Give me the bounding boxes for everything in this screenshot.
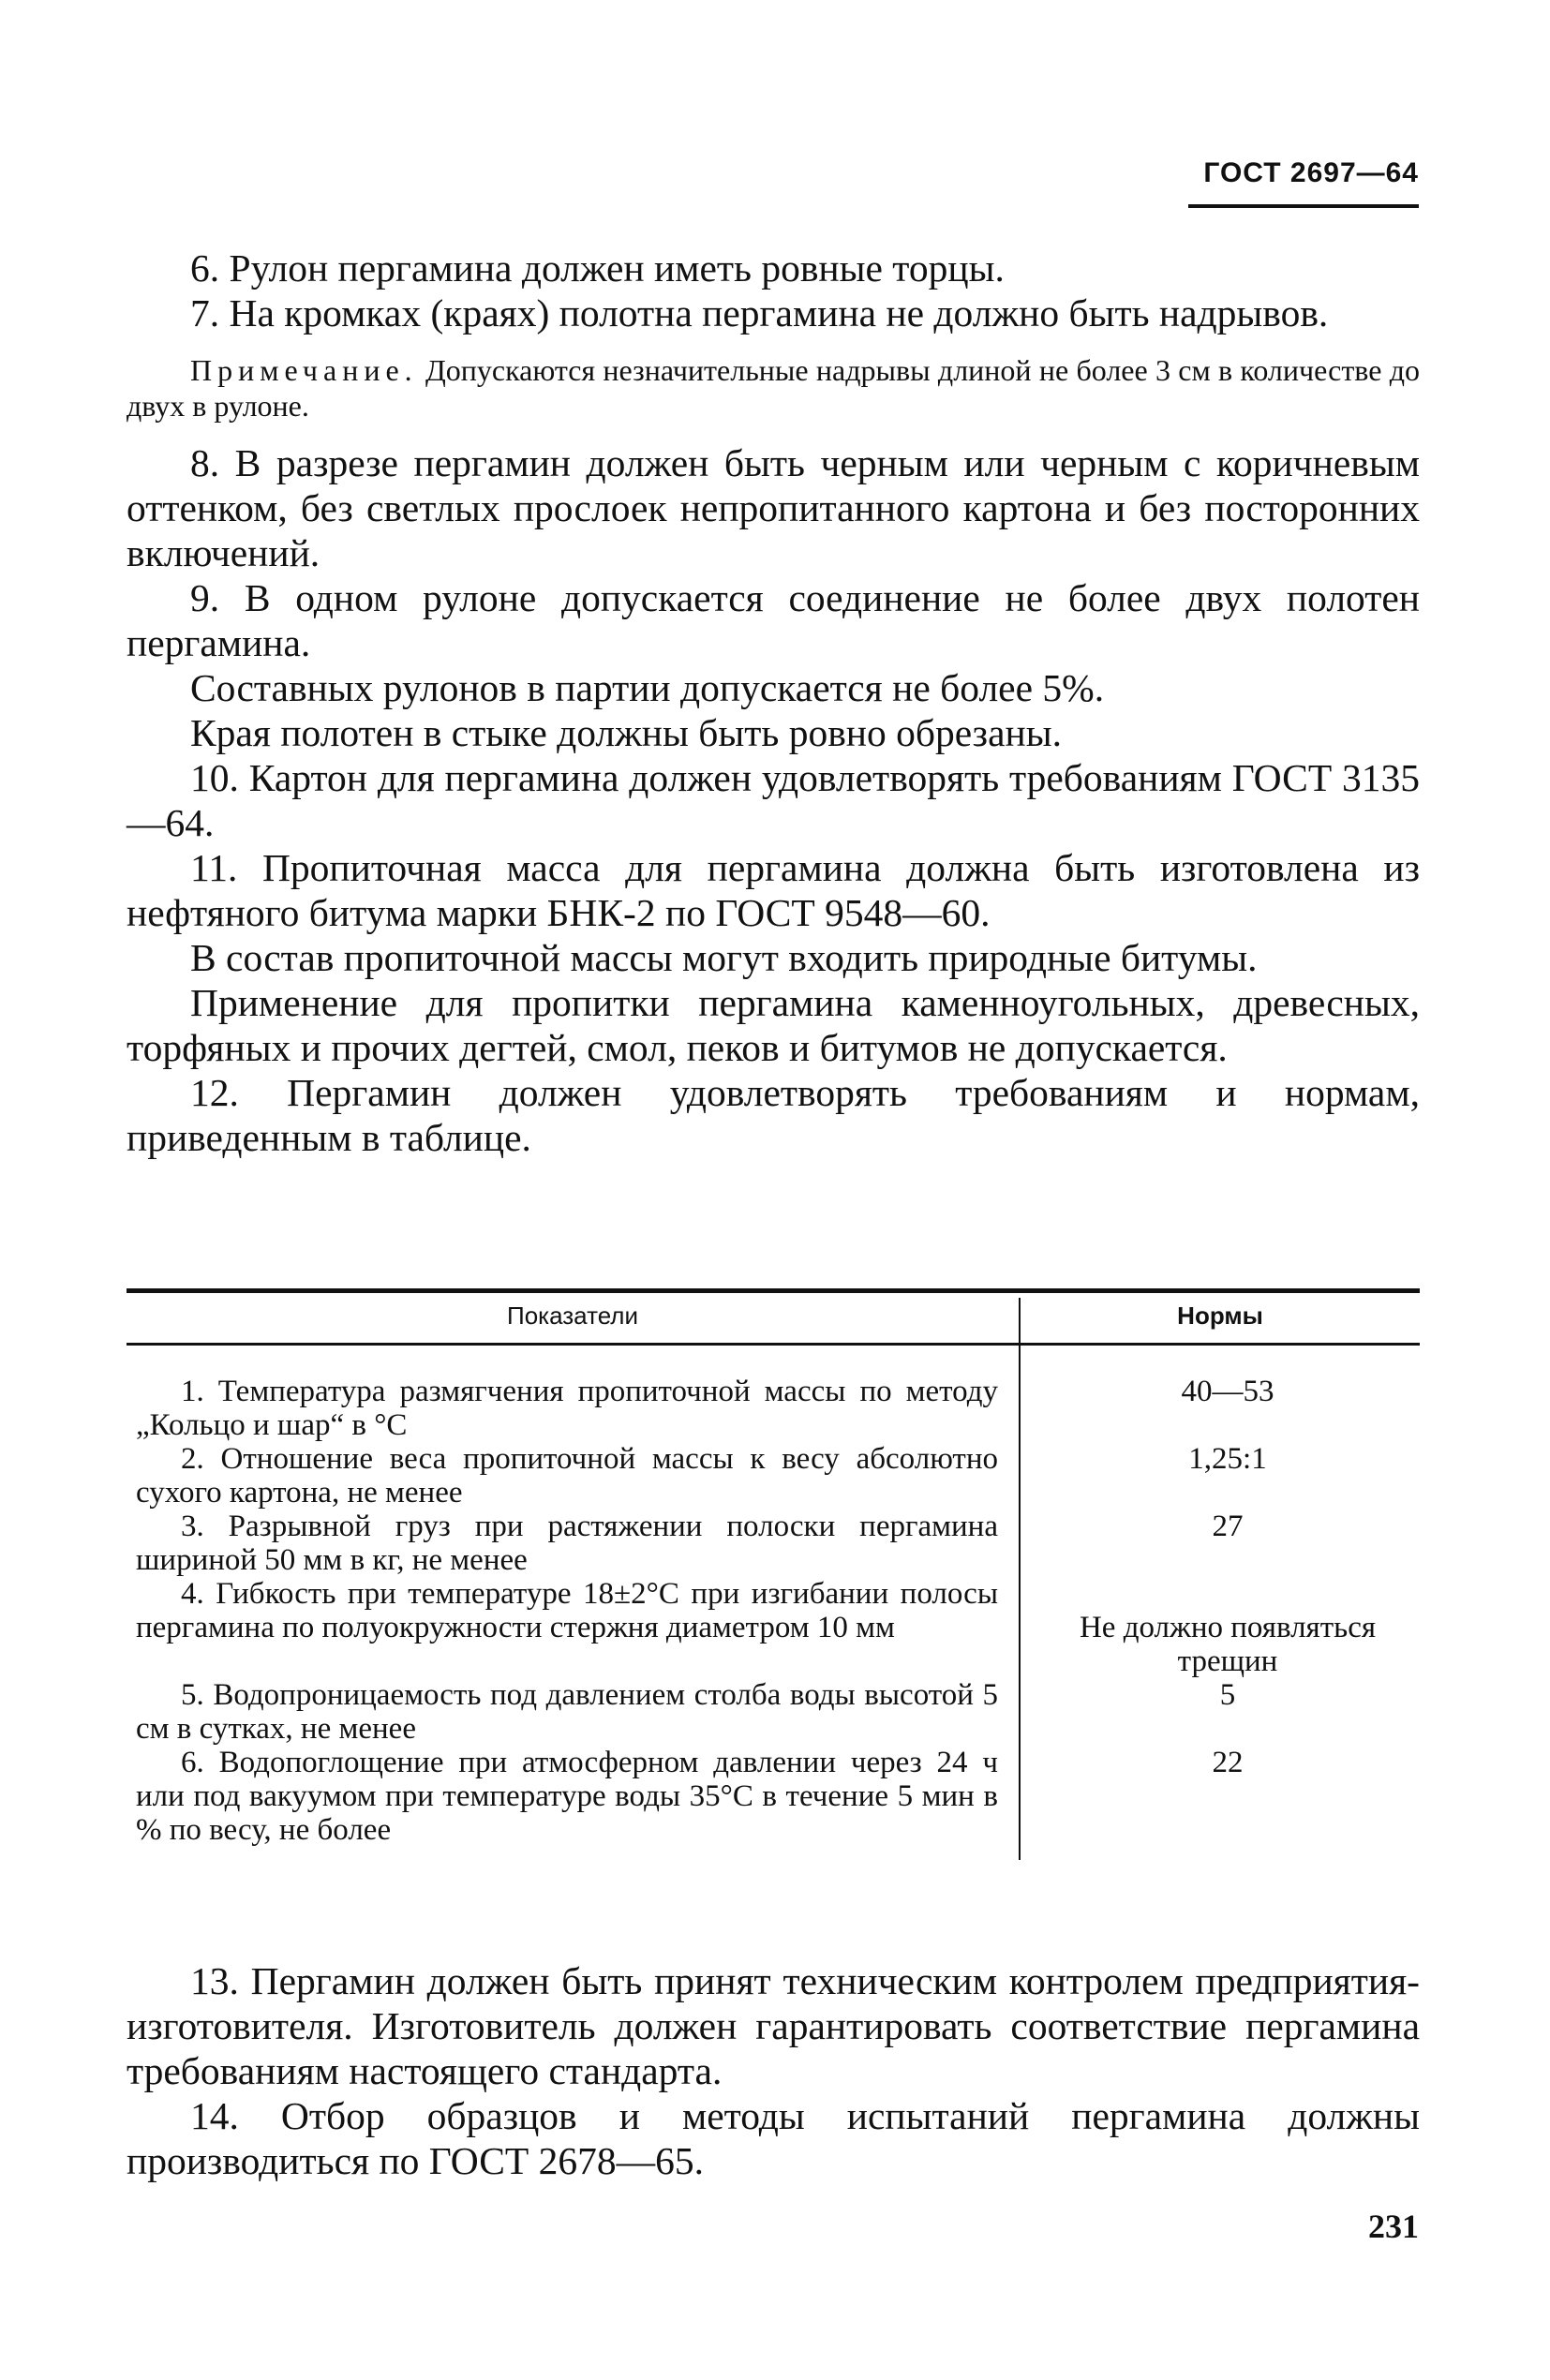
column-header-norms: Нормы <box>1177 1302 1263 1330</box>
paragraph-7: 7. На кромках (краях) полотна пергамина не должно быть надрывов. <box>190 291 1329 335</box>
note-text: Допускаются незначительные надрывы длиной не более 3 см в количестве до двух в рулоне. <box>127 353 1421 423</box>
column-header-indicators: Показатели <box>507 1302 638 1330</box>
paragraph-9c: Края полотен в стыке должны быть ровно обрезаны. <box>190 711 1062 754</box>
paragraph-11: 11. Пропиточная масса для пергамина должна быть изготовлена из нефтяного битума марки БНК-2 по ГОСТ 9548—60. <box>127 846 1420 934</box>
table-top-rule <box>127 1288 1420 1293</box>
row-norm: 22 <box>1212 1746 1244 1779</box>
paragraph-9b: Составных рулонов в партии допускается не более 5%. <box>190 666 1105 709</box>
row-indicator <box>136 1442 998 1510</box>
paragraph-8: 8. В разрезе пергамин должен быть черным или черным с коричневым оттенком, без светлых прослоек непропитанного картона и без посторонних включений. <box>127 441 1420 574</box>
header-rule <box>1188 204 1419 208</box>
row-indicator <box>136 1375 998 1442</box>
paragraph-14: 14. Отбор образцов и методы испытаний пергамина должны производиться по ГОСТ 2678—65. <box>127 2094 1420 2182</box>
row-indicator-text: 5. Водопроницаемость под давлением столба воды высотой 5 см в сутках, не менее <box>136 1678 998 1746</box>
row-indicator-text: 3. Разрывной груз при растяжении полоски пергамина шириной 50 мм в кг, не менее <box>136 1510 998 1577</box>
paragraph-12: 12. Пергамин должен удовлетворять требованиям и нормам, приведенным в таблице. <box>127 1071 1420 1159</box>
table-column-divider <box>1019 1298 1021 1860</box>
document-code-header: ГОСТ 2697—64 <box>1203 157 1419 188</box>
paragraph-11b: В состав пропиточной массы могут входить природные битумы. <box>190 936 1258 979</box>
page-number: 231 <box>1368 2208 1419 2245</box>
row-norm: 40—53 <box>1181 1375 1274 1408</box>
paragraph-9: 9. В одном рулоне допускается соединение не более двух полотен пергамина. <box>127 576 1420 664</box>
table-header-rule <box>127 1343 1420 1346</box>
body-text-bottom <box>127 1958 1420 2183</box>
row-indicator <box>136 1577 998 1644</box>
body-text-top <box>127 245 1420 1160</box>
note-label: Примечание. <box>190 353 418 387</box>
row-indicator-text: 2. Отношение веса пропиточной массы к весу абсолютно сухого картона, не менее <box>136 1442 998 1510</box>
row-indicator <box>136 1746 998 1847</box>
row-norm: 5 <box>1219 1678 1236 1712</box>
paragraph-11c: Применение для пропитки пергамина каменноугольных, древесных, торфяных и прочих дегтей, смол, пеков и битумов не допускается. <box>127 981 1420 1069</box>
row-indicator-text: 6. Водопоглощение при атмосферном давлении через 24 ч или под вакуумом при температуре воды 35°С в течение 5 мин в % по весу, не более <box>136 1746 998 1847</box>
row-indicator-text: 4. Гибкость при температуре 18±2°С при изгибании полосы пергамина по полуокружности стержня диаметром 10 мм <box>136 1577 998 1644</box>
row-indicator <box>136 1510 998 1577</box>
row-indicator-text: 1. Температура размягчения пропиточной массы по методу „Кольцо и шар“ в °С <box>136 1375 998 1442</box>
note <box>127 352 1420 424</box>
row-norm: 1,25:1 <box>1188 1442 1267 1476</box>
paragraph-6: 6. Рулон пергамина должен иметь ровные торцы. <box>190 246 1005 290</box>
row-norm: Не должно появляться трещин <box>1079 1611 1377 1678</box>
paragraph-13: 13. Пергамин должен быть принят техническим контролем предприятия-изготовителя. Изготовитель должен гарантировать соответствие пергамина требованиям настоящего стандарта. <box>127 1959 1420 2092</box>
row-norm: 27 <box>1212 1510 1244 1543</box>
paragraph-10: 10. Картон для пергамина должен удовлетворять требованиям ГОСТ 3135—64. <box>127 756 1420 844</box>
row-indicator <box>136 1678 998 1746</box>
